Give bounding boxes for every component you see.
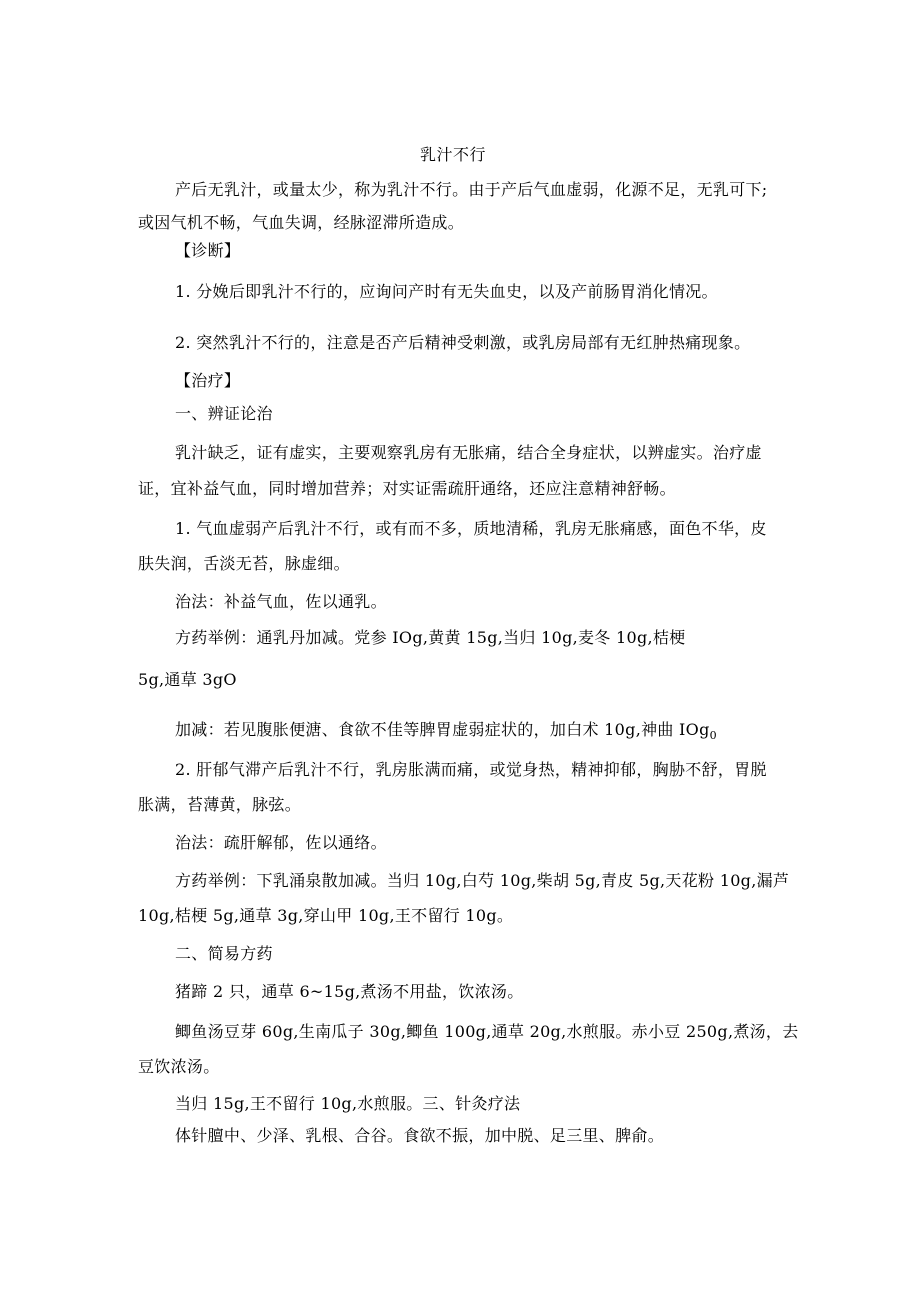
type-1-line-1: 1. 气血虚弱产后乳汁不行，或有而不多，质地清稀，乳房无胀痛感，面色不华，皮 — [175, 519, 767, 538]
simple-rx-3: 当归 15g,王不留行 10g,水煎服。三、针灸疗法 — [175, 1094, 521, 1113]
type-1-modification-text: 加减：若见腹胀便溏、食欲不佳等脾胃虚弱症状的，加白术 10g,神曲 IOg — [175, 720, 710, 739]
type-1-recipe-line-1: 方药举例：通乳丹加减。党参 IOg,黄黄 15g,当归 10g,麦冬 10g,桔梗 — [175, 628, 686, 647]
type-2-line-2: 胀满，苔薄黄，脉弦。 — [138, 795, 302, 814]
section-2-heading: 二、简易方药 — [175, 944, 273, 963]
type-1-modification-subscript: 0 — [709, 729, 717, 742]
simple-rx-2-line-2: 豆饮浓汤。 — [138, 1057, 220, 1076]
diagnosis-item-1: 1. 分娩后即乳汁不行的，应询问产时有无失血史，以及产前肠胃消化情况。 — [175, 282, 718, 301]
treatment-heading: 【治疗】 — [175, 371, 241, 390]
acupuncture-text: 体针膻中、少泽、乳根、合谷。食欲不振，加中脱、足三里、脾俞。 — [175, 1126, 665, 1145]
diagnosis-heading: 【诊断】 — [175, 241, 241, 260]
type-2-line-1: 2. 肝郁气滞产后乳汁不行，乳房胀满而痛，或觉身热，精神抑郁，胸胁不舒，胃脱 — [175, 760, 767, 779]
type-2-method: 治法：疏肝解郁，佐以通络。 — [175, 833, 387, 852]
simple-rx-1: 猪蹄 2 只，通草 6~15g,煮汤不用盐，饮浓汤。 — [175, 982, 524, 1001]
simple-rx-2-line-1: 鲫鱼汤豆芽 60g,生南瓜子 30g,鲫鱼 100g,通草 20g,水煎服。赤小豆 250g,煮汤，去 — [175, 1022, 799, 1041]
type-2-recipe-line-1: 方药举例：下乳涌泉散加减。当归 10g,白芍 10g,柴胡 5g,青皮 5g,天花粉 10g,漏芦 — [175, 871, 790, 890]
section-1-heading: 一、辨证论治 — [175, 404, 273, 423]
intro-line-1: 产后无乳汁，或量太少，称为乳汁不行。由于产后气血虚弱，化源不足，无乳可下; — [175, 180, 768, 199]
type-1-modification — [175, 720, 717, 746]
type-1-line-2: 肤失润，舌淡无苔，脉虚细。 — [138, 554, 350, 573]
type-1-method: 治法：补益气血，佐以通乳。 — [175, 592, 387, 611]
diagnosis-item-2: 2. 突然乳汁不行的，注意是否产后精神受刺激，或乳房局部有无红肿热痛现象。 — [175, 333, 751, 352]
section-1-para-line-2: 证，宜补益气血，同时增加营养；对实证需疏肝通络，还应注意精神舒畅。 — [138, 479, 676, 498]
section-1-para-line-1: 乳汁缺乏，证有虚实，主要观察乳房有无胀痛，结合全身症状，以辨虚实。治疗虚 — [175, 443, 762, 462]
type-2-recipe-line-2: 10g,桔梗 5g,通草 3g,穿山甲 10g,王不留行 10g。 — [138, 906, 514, 925]
page-title: 乳汁不行 — [420, 145, 487, 164]
intro-line-2: 或因气机不畅，气血失调，经脉涩滞所造成。 — [138, 213, 465, 232]
type-1-recipe-line-2: 5g,通草 3gO — [138, 670, 237, 689]
